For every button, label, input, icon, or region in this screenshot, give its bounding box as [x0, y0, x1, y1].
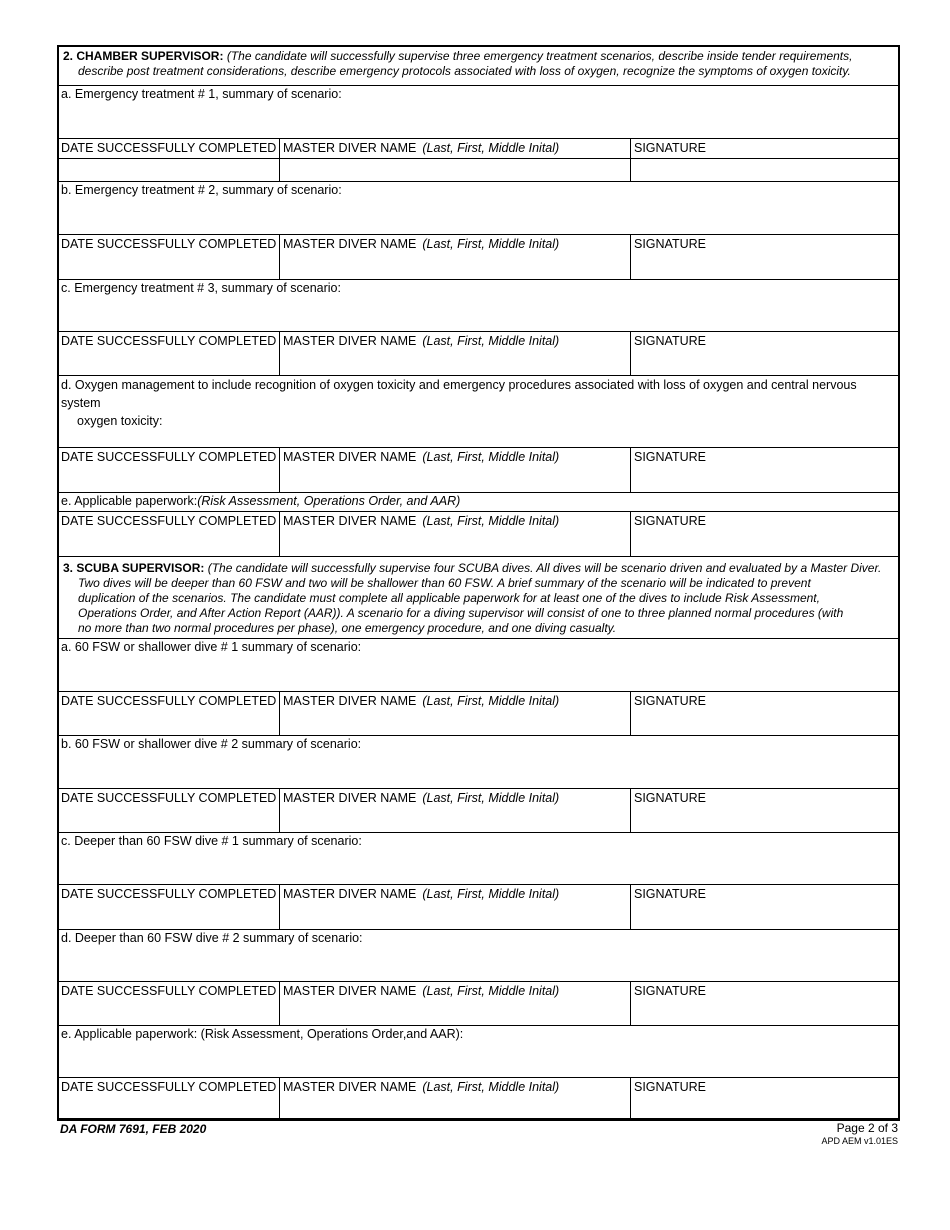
signature-label: SIGNATURE — [630, 885, 898, 929]
signature-label: SIGNATURE — [630, 512, 898, 556]
item-2b-summary-field[interactable] — [59, 181, 898, 234]
date-completed-label: DATE SUCCESSFULLY COMPLETED — [61, 694, 277, 708]
item-3a-summary-field[interactable] — [59, 638, 898, 691]
master-diver-name-label: MASTER DIVER NAME (Last, First, Middle Inital) — [279, 512, 630, 556]
item-2e-label-row — [59, 492, 898, 511]
item-2d-label: d. Oxygen management to include recognition of oxygen toxicity and emergency procedures associated with loss of oxygen and central nervous system — [61, 378, 857, 410]
date-completed-label: DATE SUCCESSFULLY COMPLETED — [61, 237, 277, 251]
master-diver-name-label: MASTER DIVER NAME (Last, First, Middle Inital) — [279, 789, 630, 832]
form-id: DA FORM 7691, FEB 2020 — [60, 1122, 207, 1136]
item-2e-label-hint: (Risk Assessment, Operations Order, and AAR) — [197, 494, 461, 508]
item-2c-label: c. Emergency treatment # 3, summary of scenario: — [61, 281, 341, 295]
master-diver-name-label: MASTER DIVER NAME (Last, First, Middle Inital) — [279, 982, 630, 1025]
form-page-2 — [57, 45, 900, 1121]
signature-label: SIGNATURE — [630, 789, 898, 832]
master-diver-name-label: MASTER DIVER NAME (Last, First, Middle Inital) — [279, 885, 630, 929]
version-label: APD AEM v1.01ES — [821, 1136, 898, 1146]
item-3d-signoff-row — [59, 981, 898, 1025]
date-completed-label: DATE SUCCESSFULLY COMPLETED — [61, 141, 277, 155]
item-3e-label: e. Applicable paperwork: (Risk Assessment, Operations Order,and AAR): — [61, 1027, 464, 1041]
date-completed-label: DATE SUCCESSFULLY COMPLETED — [61, 791, 277, 805]
signature-label: SIGNATURE — [630, 1078, 898, 1118]
master-diver-name-label: MASTER DIVER NAME (Last, First, Middle Inital) — [279, 235, 630, 279]
item-3b-label: b. 60 FSW or shallower dive # 2 summary of scenario: — [61, 737, 362, 751]
section-3-desc-5: no more than two normal procedures per phase), one emergency procedure, and one diving casualty. — [78, 621, 617, 635]
item-2b-signoff-row — [59, 234, 898, 279]
master-diver-name-label: MASTER DIVER NAME (Last, First, Middle Inital) — [279, 1078, 630, 1118]
signature-label: SIGNATURE — [630, 139, 898, 181]
item-3e-signoff-row — [59, 1077, 898, 1118]
master-diver-name-label: MASTER DIVER NAME (Last, First, Middle Inital) — [279, 448, 630, 492]
date-completed-label: DATE SUCCESSFULLY COMPLETED — [61, 1080, 277, 1094]
section-3-desc-2: Two dives will be deeper than 60 FSW and two will be shallower than 60 FSW. A brief summary of the scenario will be indicated to prevent — [78, 576, 811, 590]
signature-label: SIGNATURE — [630, 448, 898, 492]
item-3a-signoff-row — [59, 691, 898, 735]
master-diver-name-label: MASTER DIVER NAME (Last, First, Middle Inital) — [279, 692, 630, 735]
item-2c-signoff-row — [59, 331, 898, 375]
item-2a-label: a. Emergency treatment # 1, summary of scenario: — [61, 87, 342, 101]
section-3-desc-3: duplication of the scenarios. The candidate must complete all applicable paperwork for at least one of the dives to include Risk Assessment, — [78, 591, 820, 605]
item-3a-label: a. 60 FSW or shallower dive # 1 summary of scenario: — [61, 640, 362, 654]
item-2e-label: e. Applicable paperwork: — [61, 494, 198, 508]
item-3c-label: c. Deeper than 60 FSW dive # 1 summary of scenario: — [61, 834, 362, 848]
date-completed-label: DATE SUCCESSFULLY COMPLETED — [61, 887, 277, 901]
item-2b-label: b. Emergency treatment # 2, summary of scenario: — [61, 183, 342, 197]
date-completed-label: DATE SUCCESSFULLY COMPLETED — [61, 984, 277, 998]
signature-label: SIGNATURE — [630, 235, 898, 279]
item-3b-summary-field[interactable] — [59, 735, 898, 788]
section-3-header — [59, 556, 898, 638]
page-number: Page 2 of 3 — [836, 1121, 898, 1135]
date-completed-label: DATE SUCCESSFULLY COMPLETED — [61, 334, 277, 348]
item-2d-signoff-row — [59, 447, 898, 492]
item-2d-summary-field[interactable] — [59, 375, 898, 447]
item-3c-signoff-row — [59, 884, 898, 929]
master-diver-name-label: MASTER DIVER NAME (Last, First, Middle Inital) — [279, 332, 630, 375]
date-completed-label: DATE SUCCESSFULLY COMPLETED — [61, 514, 277, 528]
date-completed-label: DATE SUCCESSFULLY COMPLETED — [61, 450, 277, 464]
section-3-desc-4: Operations Order, and After Action Report (AAR)). A scenario for a diving supervisor will consist of one to three planned normal procedures (with — [78, 606, 844, 620]
section-2-header — [59, 47, 898, 85]
section-2-title: 2. CHAMBER SUPERVISOR: — [63, 49, 224, 63]
item-2a-summary-field[interactable] — [59, 85, 898, 138]
section-2-desc-2: describe post treatment considerations, describe emergency protocols associated with loss of oxygen, recognize the symptoms of oxygen toxicity. — [78, 64, 851, 78]
item-2a-signoff-row — [59, 138, 898, 181]
item-3d-summary-field[interactable] — [59, 929, 898, 981]
item-3c-summary-field[interactable] — [59, 832, 898, 884]
signature-label: SIGNATURE — [630, 332, 898, 375]
item-3b-signoff-row — [59, 788, 898, 832]
item-3e-summary-field[interactable] — [59, 1025, 898, 1077]
item-2e-signoff-row — [59, 511, 898, 556]
master-diver-name-label: MASTER DIVER NAME (Last, First, Middle Inital) — [279, 139, 630, 181]
item-3d-label: d. Deeper than 60 FSW dive # 2 summary of scenario: — [61, 931, 363, 945]
section-3-title: 3. SCUBA SUPERVISOR: — [63, 561, 205, 575]
signature-label: SIGNATURE — [630, 982, 898, 1025]
divider — [59, 158, 898, 159]
signature-label: SIGNATURE — [630, 692, 898, 735]
item-2c-summary-field[interactable] — [59, 279, 898, 331]
item-2d-label-cont: oxygen toxicity: — [77, 414, 163, 428]
page-indicator — [821, 1121, 898, 1146]
section-3-desc-1: (The candidate will successfully supervise four SCUBA dives. All dives will be scenario driven and evaluated by a Master Diver. — [207, 561, 882, 575]
section-2-desc-1: (The candidate will successfully supervise three emergency treatment scenarios, describe inside tender requirements, — [226, 49, 853, 63]
